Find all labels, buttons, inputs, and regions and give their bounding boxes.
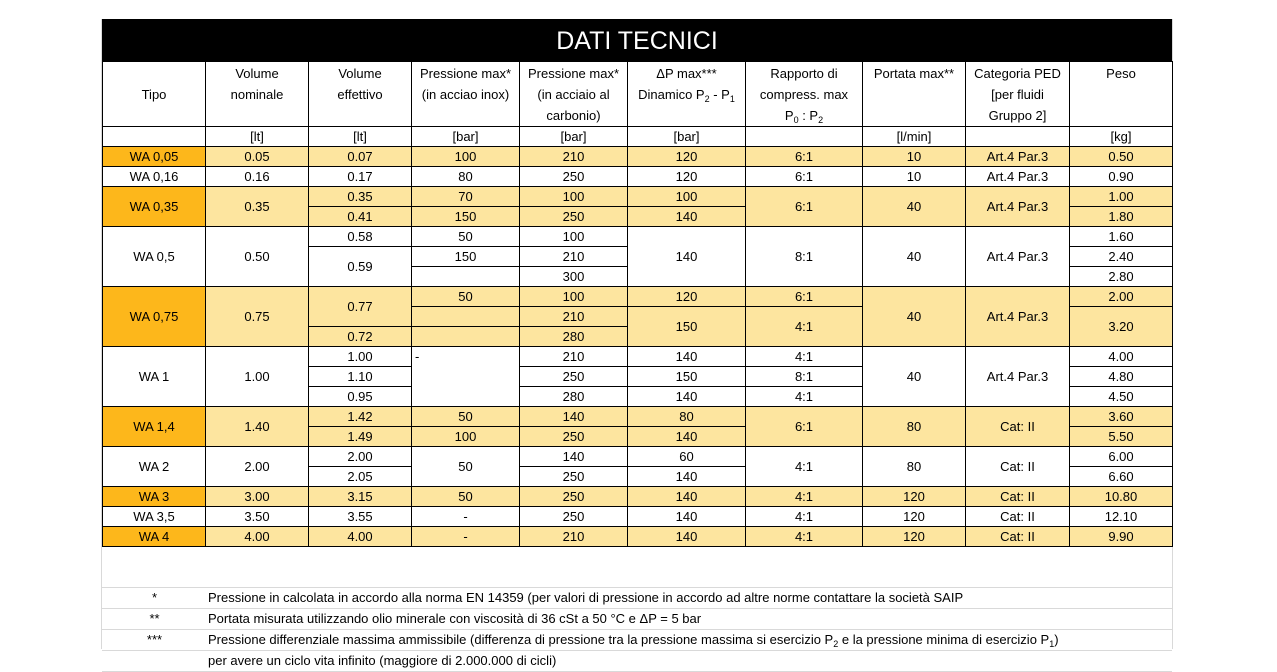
table-cell: 250 <box>520 167 628 187</box>
header-portata: Portata max** <box>863 62 966 127</box>
table-cell: 3.60 <box>1070 407 1173 427</box>
table-cell: 4:1 <box>746 447 863 487</box>
header-categoria-ped: Categoria PED [per fluidi Gruppo 2] <box>966 62 1070 127</box>
table-cell: 80 <box>863 447 966 487</box>
footnote: * Pressione in calcolata in accordo alla norma EN 14359 (per valori di pressione in accordo ad altre norme contattare la società SAIP <box>102 588 1172 609</box>
table-cell: 4.00 <box>1070 347 1173 367</box>
table-cell: - <box>412 527 520 547</box>
table-cell: 210 <box>520 307 628 327</box>
table-cell: 120 <box>628 147 746 167</box>
table-cell: 0.77 <box>309 287 412 327</box>
table-cell: 6:1 <box>746 287 863 307</box>
table-cell: 12.10 <box>1070 507 1173 527</box>
table-row <box>103 167 1173 187</box>
table-cell: 0.50 <box>206 227 309 287</box>
table-cell: 10.80 <box>1070 487 1173 507</box>
table-cell: 210 <box>520 347 628 367</box>
table-cell: 100 <box>628 187 746 207</box>
table-cell: 0.07 <box>309 147 412 167</box>
table-cell: WA 0,05 <box>103 147 206 167</box>
header-volume-effettivo: Volume effettivo <box>309 62 412 127</box>
table-cell: 210 <box>520 247 628 267</box>
table-cell: WA 2 <box>103 447 206 487</box>
unit-bar: [bar] <box>628 127 746 147</box>
table-cell: 3.15 <box>309 487 412 507</box>
table-cell: 3.55 <box>309 507 412 527</box>
table-cell: 0.75 <box>206 287 309 347</box>
table-cell: Art.4 Par.3 <box>966 147 1070 167</box>
table-cell: WA 3,5 <box>103 507 206 527</box>
table-cell: Art.4 Par.3 <box>966 347 1070 407</box>
table-cell <box>412 267 520 287</box>
table-cell: 50 <box>412 227 520 247</box>
table-cell: 3.50 <box>206 507 309 527</box>
footnote: ** Portata misurata utilizzando olio minerale con viscosità di 36 cSt a 50 °C e ΔP = 5 bar <box>102 609 1172 630</box>
table-cell: 50 <box>412 287 520 307</box>
table-cell: 6.00 <box>1070 447 1173 467</box>
table-cell: 210 <box>520 527 628 547</box>
table-cell: 1.40 <box>206 407 309 447</box>
table-cell: 0.58 <box>309 227 412 247</box>
unit-bar: [bar] <box>520 127 628 147</box>
table-cell: Cat: II <box>966 527 1070 547</box>
table-cell: 140 <box>628 467 746 487</box>
table-cell: 6:1 <box>746 187 863 227</box>
table-cell: 50 <box>412 407 520 427</box>
table-cell: Art.4 Par.3 <box>966 187 1070 227</box>
table-cell: 150 <box>628 307 746 347</box>
table-cell <box>746 127 863 147</box>
table-cell: 0.50 <box>1070 147 1173 167</box>
table-cell: 280 <box>520 387 628 407</box>
table-cell: 6:1 <box>746 167 863 187</box>
table-cell: Art.4 Par.3 <box>966 167 1070 187</box>
table-cell: 8:1 <box>746 227 863 287</box>
table-cell: 6:1 <box>746 147 863 167</box>
table-cell: 150 <box>412 247 520 267</box>
table-cell: 1.42 <box>309 407 412 427</box>
table-cell: 10 <box>863 167 966 187</box>
table-cell: 2.40 <box>1070 247 1173 267</box>
header-volume-nominale: Volume nominale <box>206 62 309 127</box>
table-cell: 3.20 <box>1070 307 1173 347</box>
table-cell <box>412 327 520 347</box>
header-rapporto: Rapporto di compress. max $P_0$ : $P_2$ <box>746 62 863 127</box>
unit-bar: [bar] <box>412 127 520 147</box>
table-cell: 5.50 <box>1070 427 1173 447</box>
table-cell: WA 4 <box>103 527 206 547</box>
table-cell: 140 <box>628 527 746 547</box>
table-row <box>103 507 1173 527</box>
table-cell: 1.00 <box>309 347 412 367</box>
unit-lt: [lt] <box>309 127 412 147</box>
table-cell: 0.59 <box>309 247 412 287</box>
table-cell: 0.17 <box>309 167 412 187</box>
unit-lt: [lt] <box>206 127 309 147</box>
table-cell: 0.35 <box>309 187 412 207</box>
table-cell: 120 <box>628 167 746 187</box>
header-peso: Peso <box>1070 62 1173 127</box>
table-cell: 10 <box>863 147 966 167</box>
table-cell: 100 <box>520 227 628 247</box>
footnote: per avere un ciclo vita infinito (maggiore di 2.000.000 di cicli) <box>102 651 1172 672</box>
table-cell: 2.00 <box>206 447 309 487</box>
table-cell: 2.00 <box>309 447 412 467</box>
table-cell: 140 <box>628 487 746 507</box>
table-cell: 140 <box>628 387 746 407</box>
table-row <box>103 487 1173 507</box>
table-cell: 140 <box>628 207 746 227</box>
table-cell: 2.00 <box>1070 287 1173 307</box>
table-cell: 0.72 <box>309 327 412 347</box>
units-row <box>103 127 1173 147</box>
table-cell: 4.00 <box>206 527 309 547</box>
table-cell: 70 <box>412 187 520 207</box>
table-cell: WA 0,5 <box>103 227 206 287</box>
sheet-title: DATI TECNICI <box>102 19 1172 61</box>
table-cell <box>412 307 520 327</box>
table-cell: WA 1,4 <box>103 407 206 447</box>
table-cell: 3.00 <box>206 487 309 507</box>
table-cell: 4:1 <box>746 527 863 547</box>
header-tipo: Tipo <box>103 62 206 127</box>
table-cell: 0.95 <box>309 387 412 407</box>
table-cell: WA 0,75 <box>103 287 206 347</box>
table-cell: 40 <box>863 227 966 287</box>
unit-l-min: [l/min] <box>863 127 966 147</box>
header-pressione-carbonio: Pressione max* (in acciaio al carbonio) <box>520 62 628 127</box>
table-cell: 120 <box>863 507 966 527</box>
table-cell: 80 <box>628 407 746 427</box>
table-cell: 80 <box>412 167 520 187</box>
footnotes <box>102 567 1172 672</box>
table-cell: 0.90 <box>1070 167 1173 187</box>
table-cell: 4.00 <box>309 527 412 547</box>
table-cell: 150 <box>628 367 746 387</box>
table-cell: 250 <box>520 427 628 447</box>
table-cell: 6.60 <box>1070 467 1173 487</box>
table-cell: 50 <box>412 487 520 507</box>
table-cell: 250 <box>520 507 628 527</box>
table-cell: 40 <box>863 347 966 407</box>
table-cell: 100 <box>520 187 628 207</box>
table-cell: WA 0,16 <box>103 167 206 187</box>
table-row <box>103 187 1173 207</box>
table-row <box>103 147 1173 167</box>
table-cell: 100 <box>412 427 520 447</box>
data-table <box>102 61 1173 547</box>
table-row <box>103 287 1173 307</box>
table-cell: Cat: II <box>966 487 1070 507</box>
table-cell: 0.41 <box>309 207 412 227</box>
table-cell: 1.80 <box>1070 207 1173 227</box>
table-cell: 140 <box>628 227 746 287</box>
table-cell: WA 1 <box>103 347 206 407</box>
table-cell: 0.05 <box>206 147 309 167</box>
table-cell: 60 <box>628 447 746 467</box>
table-cell: 250 <box>520 367 628 387</box>
table-cell: 1.60 <box>1070 227 1173 247</box>
table-cell: - <box>412 507 520 527</box>
table-cell: Art.4 Par.3 <box>966 227 1070 287</box>
header-delta-p: ΔP max*** Dinamico $P_2 - P_1$ <box>628 62 746 127</box>
table-cell: 0.35 <box>206 187 309 227</box>
table-cell <box>966 127 1070 147</box>
table-cell: 2.80 <box>1070 267 1173 287</box>
table-cell: 250 <box>520 207 628 227</box>
table-cell: 120 <box>863 527 966 547</box>
table-cell: 120 <box>863 487 966 507</box>
table-cell: 250 <box>520 467 628 487</box>
table-row <box>103 407 1173 427</box>
table-cell: 140 <box>520 447 628 467</box>
table-cell: - <box>412 347 520 407</box>
table-cell: Cat: II <box>966 507 1070 527</box>
table-cell: 4:1 <box>746 507 863 527</box>
table-cell: 140 <box>520 407 628 427</box>
table-cell: 4.50 <box>1070 387 1173 407</box>
table-row <box>103 527 1173 547</box>
table-cell: 1.10 <box>309 367 412 387</box>
table-row <box>103 447 1173 467</box>
header-pressione-inox: Pressione max* (in acciao inox) <box>412 62 520 127</box>
table-cell: 140 <box>628 507 746 527</box>
table-cell: 8:1 <box>746 367 863 387</box>
table-cell: 9.90 <box>1070 527 1173 547</box>
table-cell: 1.00 <box>206 347 309 407</box>
table-cell: 0.16 <box>206 167 309 187</box>
table-cell: 40 <box>863 187 966 227</box>
table-cell: 140 <box>628 427 746 447</box>
table-cell: 2.05 <box>309 467 412 487</box>
table-cell: 150 <box>412 207 520 227</box>
footnote: *** Pressione differenziale massima ammissibile (differenza di pressione tra la pressione massima si esercizio $P_2$ e la pressione minima di esercizio $P_1$) <box>102 630 1172 651</box>
table-cell: Cat: II <box>966 407 1070 447</box>
table-row <box>103 347 1173 367</box>
table-cell: 1.00 <box>1070 187 1173 207</box>
unit-kg: [kg] <box>1070 127 1173 147</box>
table-cell: Art.4 Par.3 <box>966 287 1070 347</box>
table-cell: 4:1 <box>746 487 863 507</box>
table-cell: 100 <box>412 147 520 167</box>
table-cell: 280 <box>520 327 628 347</box>
table-cell: WA 0,35 <box>103 187 206 227</box>
table-cell: Cat: II <box>966 447 1070 487</box>
table-cell: 1.49 <box>309 427 412 447</box>
table-cell: 4.80 <box>1070 367 1173 387</box>
table-cell: 40 <box>863 287 966 347</box>
table-cell: 140 <box>628 347 746 367</box>
table-cell: 250 <box>520 487 628 507</box>
table-cell: 120 <box>628 287 746 307</box>
table-cell: 80 <box>863 407 966 447</box>
table-cell: 100 <box>520 287 628 307</box>
table-cell: 4:1 <box>746 307 863 347</box>
header-row <box>103 62 1173 127</box>
table-cell: 4:1 <box>746 387 863 407</box>
table-cell: WA 3 <box>103 487 206 507</box>
table-cell: 4:1 <box>746 347 863 367</box>
table-cell: 210 <box>520 147 628 167</box>
table-cell: 50 <box>412 447 520 487</box>
table-cell: 300 <box>520 267 628 287</box>
table-cell: 6:1 <box>746 407 863 447</box>
table-cell <box>103 127 206 147</box>
table-row <box>103 227 1173 247</box>
